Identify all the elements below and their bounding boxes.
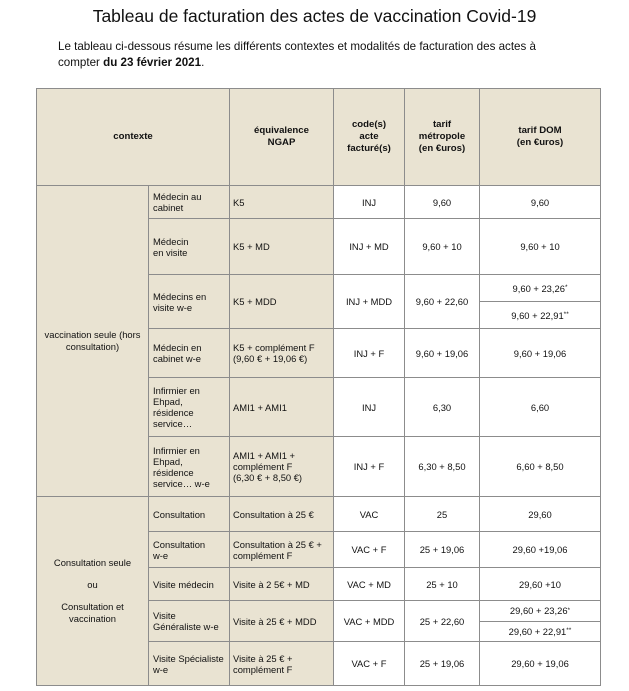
dom-value-2: 29,60 + 22,91 **	[480, 621, 600, 642]
dom-value-1: 29,60 + 23,26 *	[509, 605, 571, 617]
header-ngap: équivalence NGAP	[230, 89, 334, 186]
row-metro: 25 + 22,60	[405, 601, 480, 642]
row-dom: 9,60 + 19,06	[480, 329, 601, 378]
row-ngap: K5 + MDD	[230, 275, 334, 329]
row-dom: 29,60	[480, 497, 601, 532]
row-metro: 9,60 + 22,60	[405, 275, 480, 329]
row-metro: 25 + 10	[405, 568, 480, 601]
row-dom: 29,60 +10	[480, 568, 601, 601]
row-code: INJ	[334, 186, 405, 219]
group-consultation-seule: Consultation seule	[53, 557, 132, 568]
row-dom-split	[480, 275, 601, 329]
dom-value-1: 9,60 + 23,26 *	[512, 282, 568, 294]
row-code: INJ	[334, 378, 405, 437]
row-ngap: AMI1 + AMI1 + complément F (6,30 € + 8,50 €)	[230, 437, 334, 497]
group-consultation	[37, 497, 149, 686]
row-metro: 9,60 + 10	[405, 219, 480, 275]
row-code: INJ + MDD	[334, 275, 405, 329]
header-dom: tarif DOM (en €uros)	[480, 89, 601, 186]
row-dom: 9,60 + 10	[480, 219, 601, 275]
row-context: Médecin au cabinet	[149, 186, 230, 219]
header-metro: tarif métropole (en €uros)	[405, 89, 480, 186]
row-code: VAC + MD	[334, 568, 405, 601]
row-metro: 9,60	[405, 186, 480, 219]
row-metro: 25 + 19,06	[405, 642, 480, 686]
row-code: VAC + MDD	[334, 601, 405, 642]
row-ngap: Consultation à 25 €	[230, 497, 334, 532]
row-metro: 9,60 + 19,06	[405, 329, 480, 378]
row-code: INJ + MD	[334, 219, 405, 275]
dom-value-2: 9,60 + 22,91 **	[480, 301, 600, 328]
intro-paragraph	[58, 39, 578, 71]
group-ou: ou	[87, 579, 98, 590]
row-context: Médecins en visite w-e	[149, 275, 230, 329]
row-dom: 6,60 + 8,50	[480, 437, 601, 497]
intro-text: Le tableau ci-dessous résume les différents contextes et modalités de facturation des actes à compter	[58, 40, 536, 69]
row-dom: 29,60 +19,06	[480, 532, 601, 568]
table-row	[37, 497, 601, 532]
row-ngap: AMI1 + AMI1	[230, 378, 334, 437]
page-title: Tableau de facturation des actes de vaccination Covid-19	[92, 6, 537, 26]
row-metro: 25	[405, 497, 480, 532]
row-context: Infirmier en Ehpad, résidence service… w-e	[149, 437, 230, 497]
billing-table	[36, 88, 601, 686]
table-row	[37, 186, 601, 219]
header-code: code(s) acte facturé(s)	[334, 89, 405, 186]
row-ngap: K5 + complément F (9,60 € + 19,06 €)	[230, 329, 334, 378]
row-dom: 9,60	[480, 186, 601, 219]
row-context: Consultation w-e	[149, 532, 230, 568]
row-ngap: K5	[230, 186, 334, 219]
group-vaccination-seule: vaccination seule (hors consultation)	[37, 186, 149, 497]
row-context: Visite médecin	[149, 568, 230, 601]
row-ngap: K5 + MD	[230, 219, 334, 275]
row-context: Infirmier en Ehpad, résidence service…	[149, 378, 230, 437]
header-row	[37, 89, 601, 186]
row-ngap: Consultation à 25 € + complément F	[230, 532, 334, 568]
row-dom-split	[480, 601, 601, 642]
row-code: INJ + F	[334, 329, 405, 378]
row-dom: 6,60	[480, 378, 601, 437]
row-context: Médecin en visite	[149, 219, 230, 275]
row-code: VAC + F	[334, 642, 405, 686]
row-context: Médecin en cabinet w-e	[149, 329, 230, 378]
row-dom: 29,60 + 19,06	[480, 642, 601, 686]
row-code: VAC	[334, 497, 405, 532]
row-ngap: Visite à 2 5€ + MD	[230, 568, 334, 601]
row-context: Visite Spécialiste w-e	[149, 642, 230, 686]
row-metro: 6,30 + 8,50	[405, 437, 480, 497]
header-contexte: contexte	[37, 89, 230, 186]
intro-date: du 23 février 2021	[103, 56, 202, 69]
row-metro: 6,30	[405, 378, 480, 437]
intro-end: .	[201, 56, 205, 69]
group-consultation-vaccination: Consultation et vaccination	[61, 601, 124, 624]
row-context: Visite Généraliste w-e	[149, 601, 230, 642]
row-context: Consultation	[149, 497, 230, 532]
row-code: INJ + F	[334, 437, 405, 497]
row-ngap: Visite à 25 € + MDD	[230, 601, 334, 642]
row-ngap: Visite à 25 € + complément F	[230, 642, 334, 686]
row-code: VAC + F	[334, 532, 405, 568]
row-metro: 25 + 19,06	[405, 532, 480, 568]
